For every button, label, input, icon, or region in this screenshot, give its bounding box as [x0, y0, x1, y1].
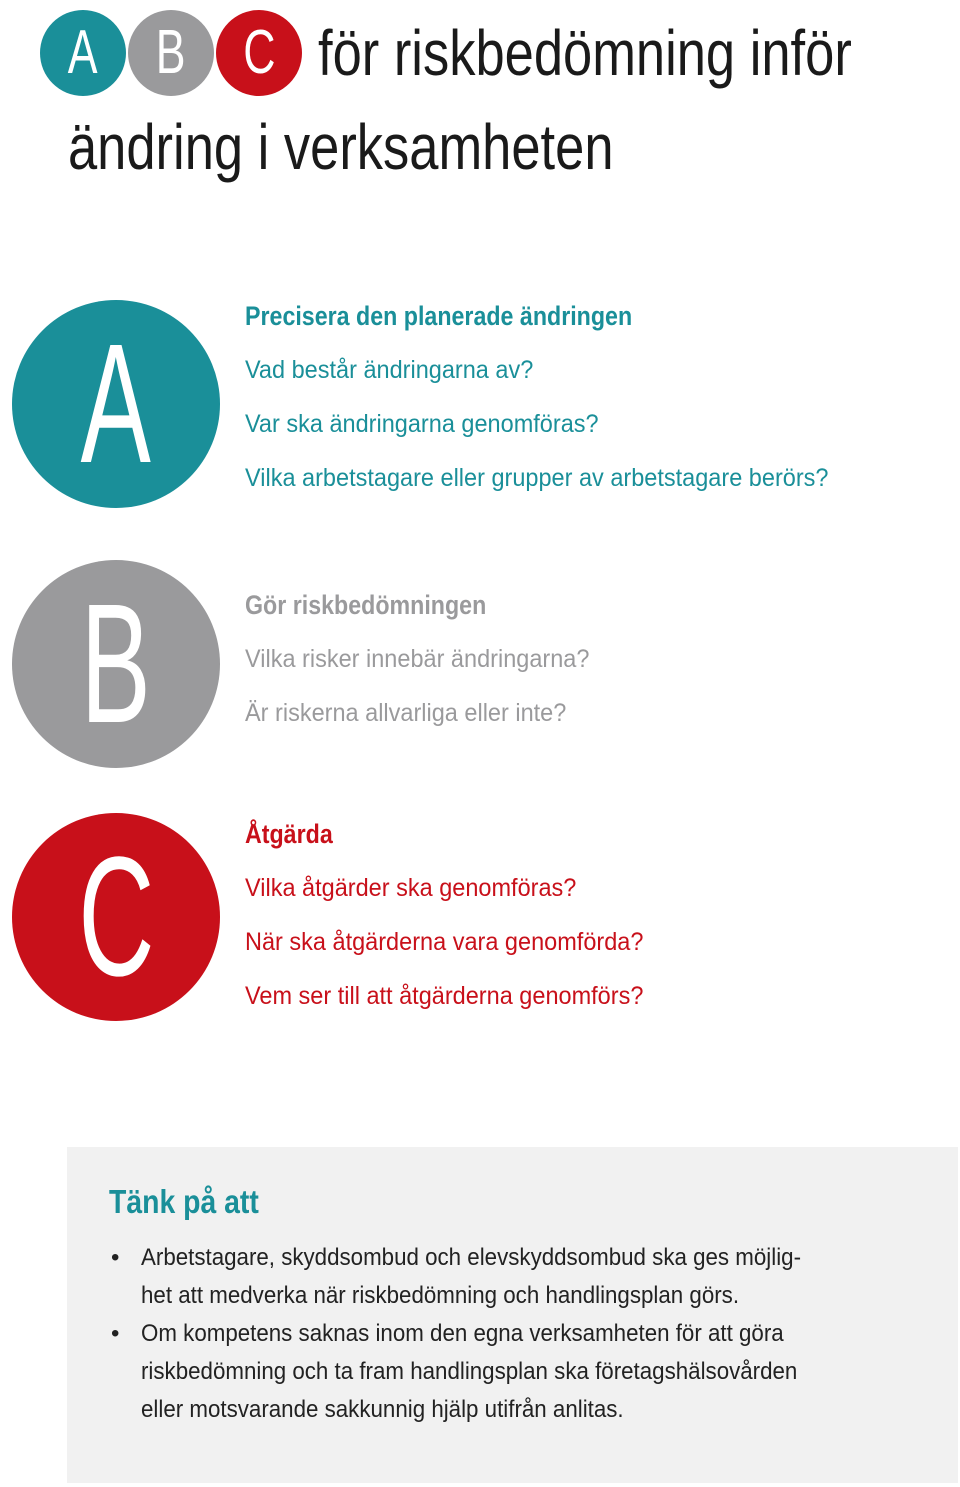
bullet-icon: •: [111, 1244, 120, 1271]
step-a-letter: A: [80, 309, 152, 499]
step-c-content: [245, 818, 945, 1034]
step-a-content: [245, 300, 945, 516]
page-title-line-1: för riskbedömning inför: [318, 17, 852, 89]
title-badge-b: [128, 10, 214, 96]
step-c-letter: C: [77, 822, 155, 1012]
step-a-question: Vad består ändringarna av?: [245, 356, 534, 384]
step-c-circle: [12, 813, 220, 1021]
step-b-circle: [12, 560, 220, 768]
step-b-content: [245, 589, 945, 751]
step-c-question: Vem ser till att åtgärderna genomförs?: [245, 982, 644, 1010]
step-c-question: Vilka åtgärder ska genomföras?: [245, 874, 577, 902]
step-a-heading: Precisera den planerade ändringen: [245, 301, 633, 331]
title-badge-c-letter: C: [242, 18, 276, 87]
step-a-question: Vilka arbetstagare eller grupper av arbetstagare berörs?: [245, 464, 829, 492]
tips-item-line: het att medverka när riskbedömning och handlingsplan görs.: [141, 1282, 740, 1309]
tips-list: [109, 1239, 909, 1429]
title-badge-b-letter: B: [156, 18, 186, 87]
step-a-circle: [12, 300, 220, 508]
title-badge-c: [216, 10, 302, 96]
tips-item-line: riskbedömning och ta fram handlingsplan ska företagshälsovården: [141, 1358, 798, 1385]
bullet-icon: •: [111, 1320, 120, 1347]
step-c-question: När ska åtgärderna vara genomförda?: [245, 928, 644, 956]
tips-list-item: [109, 1315, 909, 1429]
tips-heading: Tänk på att: [109, 1183, 259, 1220]
page-title-line-2: ändring i verksamheten: [68, 111, 614, 183]
tips-item-line: Arbetstagare, skyddsombud och elevskyddsombud ska ges möjlig-: [141, 1244, 802, 1271]
title-badge-a-letter: A: [68, 18, 98, 87]
tips-list-item: [109, 1239, 909, 1315]
step-b-question: Är riskerna allvarliga eller inte?: [245, 699, 567, 727]
step-c-heading: Åtgärda: [245, 819, 333, 849]
step-b-letter: B: [80, 569, 152, 759]
tips-item-line: eller motsvarande sakkunnig hjälp utifrån anlitas.: [141, 1396, 624, 1423]
title-badge-a: [40, 10, 126, 96]
step-a-question: Var ska ändringarna genomföras?: [245, 410, 599, 438]
step-b-heading: Gör riskbedömningen: [245, 590, 487, 620]
tips-box: [67, 1147, 958, 1483]
step-b-question: Vilka risker innebär ändringarna?: [245, 645, 590, 673]
tips-item-line: Om kompetens saknas inom den egna verksamheten för att göra: [141, 1320, 784, 1347]
title-row: [40, 10, 960, 96]
